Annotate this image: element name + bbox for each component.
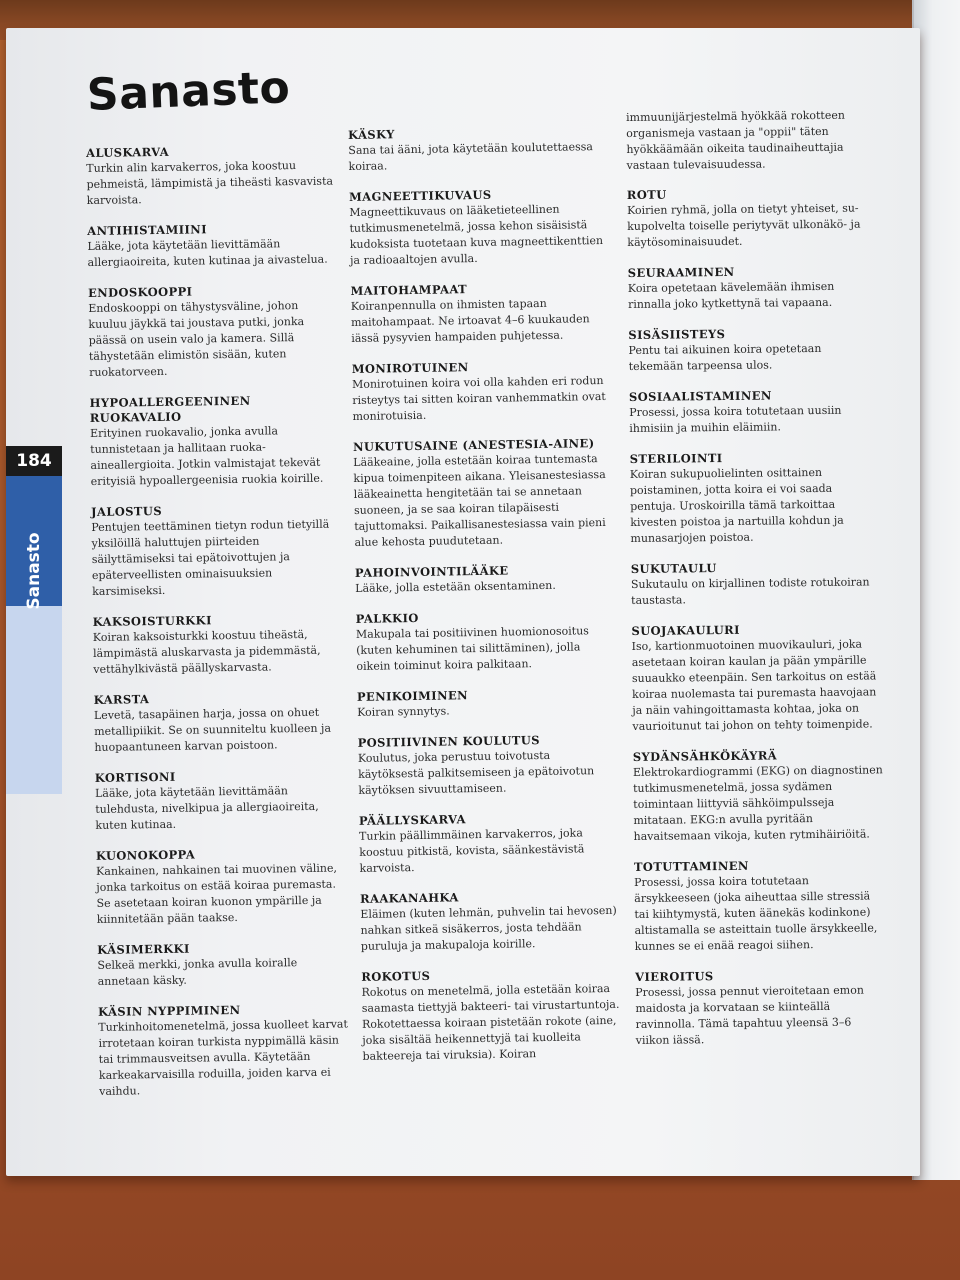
glossary-definition: Turkin alin karvakerros, joka koostuu pehmeistä, lämpimistä ja tiheästi kasvavista karvoista. <box>86 159 334 207</box>
glossary-definition: Koiran kaksoisturkki koostuu tiheästä, lämpimästä aluskarvasta ja pidemmästä, vettähylkivästä päällyskarvasta. <box>92 627 321 676</box>
glossary-definition: Kankainen, nahkainen tai muovinen väline, jonka tarkoitus on estää koiraa puremasta. Se asetetaan koiran kuonon ympärille ja kiinnitetään pään taakse. <box>96 861 338 926</box>
glossary-entry <box>89 392 340 489</box>
glossary-term: SYDÄNSÄHKÖKÄYRÄ <box>632 748 778 764</box>
glossary-definition: Rokotus on menetelmä, jolla estetään koiraa saamasta tiettyjä bakteeri- tai virustartuntoja. Rokotettaessa koiraan pistetään rokote (aine, joka sisältää heikennettyjä tai kuolleita bakteereja tai viruksia). Koiran <box>361 981 620 1063</box>
glossary-entry <box>628 325 878 375</box>
glossary-definition: Lääke, jota käytetään lievittämään allergiaoireita, kuten kutinaa ja aivastelua. <box>87 237 328 269</box>
glossary-term: ENDOSKOOPPI <box>87 284 193 300</box>
glossary-definition: Prosessi, jossa koira totutetaan ärsykkeeseen (joka aiheuttaa sille stressiä tai kiihtymystä, kuten äänekäs kodinkone) altistamalla se asteittain tuolle ärsykkeelle, kunnes se ei enää reagoi siihen. <box>634 874 878 953</box>
glossary-term: JALOSTUS <box>91 503 163 519</box>
glossary-entry <box>631 559 881 609</box>
glossary-entry <box>633 747 884 845</box>
glossary-definition: Elektrokardiogrammi (EKG) on diagnostinen tutkimusmenetelmä, jossa sydämen toimintaan liittyviä sähköimpulsseja mitataan. EKG:n avulla pyritään havaitsemaan vikoja, kuten rytmihäiriöitä. <box>632 763 883 843</box>
glossary-entry <box>86 143 337 209</box>
page-number: 184 <box>6 446 62 476</box>
glossary-entry <box>355 562 615 597</box>
glossary-term: RAAKANAHKA <box>360 890 459 906</box>
glossary-entry <box>348 124 609 175</box>
glossary-entry <box>352 358 613 425</box>
glossary-term: PAHOINVOINTILÄÄKE <box>354 563 509 580</box>
glossary-entry <box>353 436 615 551</box>
glossary-entry <box>361 966 622 1065</box>
glossary-term: MAGNEETTIKUVAUS <box>348 187 492 204</box>
glossary-term: SUOJAKAULURI <box>631 622 740 638</box>
glossary-term: KÄSIN NYPPIMINEN <box>97 1002 241 1019</box>
glossary-definition: Monirotuinen koira voi olla kahden eri rodun risteytys tai sitten koiran vanhemmatkin ovat monirotuisia. <box>351 374 606 423</box>
glossary-term: KORTISONI <box>94 769 176 785</box>
glossary-definition: Prosessi, jossa koira totutetaan uusiin ihmisiin ja muihin eläimiin. <box>629 403 842 435</box>
glossary-definition: Makupala tai positiivinen huomionosoitus (kuten kehuminen tai silittäminen), jolla oikein toiminut koira palkitaan. <box>355 624 589 673</box>
glossary-entry <box>97 939 348 989</box>
glossary-term: KÄSKY <box>348 127 395 142</box>
glossary-entry <box>635 967 886 1049</box>
glossary-term: VIEROITUS <box>635 969 714 984</box>
glossary-term: KUONOKOPPA <box>95 847 196 863</box>
glossary-definition: Turkin päällimmäinen karvakerros, joka koostuu pitkistä, kovista, säänkestävistä karvoista. <box>359 826 585 875</box>
glossary-definition: Koiran sukupuolielinten osittainen poistaminen, jotta koira ei voi saada pentuja. Uroskoirilla tämä tarkoittaa kivesten poistoa ja nartuilla kohdun ja munasarjojen poistoa. <box>629 465 844 545</box>
glossary-entry <box>87 221 338 271</box>
glossary-definition: Lääke, jolla estetään oksentaminen. <box>355 578 556 595</box>
glossary-definition: Iso, kartionmuotoinen muovikauluri, joka asetetaan koiran kaulan ja pään ympärille suuaukko eteenpäin. Sen tarkoitus on estää koiraa nuolemasta tai puremasta haavojaan ja näin vahingoittamasta kohtaa, joka on vaurioitunut tai johon on tehty toimenpide. <box>631 637 877 733</box>
glossary-definition: Sana tai ääni, jota käytetään koulutettaessa koiraa. <box>348 140 594 173</box>
page-tab <box>6 446 62 794</box>
glossary-entry <box>630 449 881 547</box>
glossary-entry <box>94 689 345 755</box>
glossary-definition: Magneettikuvaus on lääketieteellinen tutkimusmenetelmä, jossa kehon sisäisistä kudoksista tuotetaan kuva magneettikenttien ja radioaaltojen avulla. <box>349 202 604 267</box>
glossary-term: SUKUTAULU <box>630 561 717 576</box>
glossary-term: SEURAAMINEN <box>627 264 735 280</box>
glossary-term: POSITIIVINEN KOULUTUS <box>357 733 541 750</box>
glossary-definition: Pentujen teettäminen tietyn rodun tietyillä yksilöillä haluttujen piirteiden säilyttämiseksi tai epätoivottujen ja epäterveellisten ominaisuuksien karsimiseksi. <box>91 517 330 598</box>
glossary-column-3 <box>626 107 886 1064</box>
glossary-entry <box>358 732 619 799</box>
glossary-definition: Eläimen (kuten lehmän, puhvelin tai hevosen) nahkan sitkeä sisäkerros, josta tehdään puruluja ja makupaloja koirille. <box>360 903 617 953</box>
glossary-definition: Selkeä merkki, jonka avulla koiralle annetaan käsky. <box>97 956 298 988</box>
glossary-term: PALKKIO <box>355 610 419 626</box>
glossary-entry <box>628 263 878 313</box>
glossary-entry <box>359 810 620 877</box>
glossary-definition: Prosessi, jossa pennut vieroitetaan emon maidosta ja korvataan se kiinteällä ravinnolla. Tämä tapahtuu yleensä 3–6 viikon iässä. <box>635 983 864 1047</box>
glossary-definition: Koira opetetaan kävelemään ihmisen rinnalla joko kytkettynä tai vapaana. <box>627 279 835 311</box>
glossary-entry <box>95 767 346 833</box>
glossary-entry <box>91 501 342 599</box>
glossary-term: MAITOHAMPAAT <box>350 282 468 298</box>
glossary-column-1 <box>86 143 350 1115</box>
glossary-entry <box>627 185 878 251</box>
glossary-term: SOSIAALISTAMINEN <box>628 388 772 404</box>
glossary-definition: Lääkeaine, jolla estetään koiraa tuntemasta kipua toimenpiteen aikana. Yleisanestesiassa lääkeainetta hengitetään tai se annetaan suoneen, ja se saa koiran tilapäisesti tajuttomaksi. Paikallisanestesiassa vain pieni alue kehosta puudutetaan. <box>353 452 606 549</box>
glossary-definition: Koiranpennulla on ihmisten tapaan maitohampaat. Ne irtoavat 4–6 kuukauden iässä pysyvien hampaiden puhjetessa. <box>350 296 590 345</box>
glossary-term: ROKOTUS <box>361 968 431 984</box>
glossary-definition: Koulutus, joka perustuu toivotusta käytöksestä palkitsemiseen ja epätoivotun käytöksen sivuuttamiseen. <box>357 748 595 797</box>
glossary-definition: Levetä, tasapäinen harja, jossa on ohuet metallipiikit. Se on suunniteltu kuolleen ja huopaantuneen karvan poistoon. <box>93 705 332 754</box>
page-title: Sanasto <box>86 62 292 121</box>
glossary-term: STERILOINTI <box>629 451 723 466</box>
glossary-term: MONIROTUINEN <box>351 360 469 376</box>
glossary-term: KAKSOISTURKKI <box>92 613 212 629</box>
glossary-entry <box>88 282 339 380</box>
glossary-definition: Lääke, jota käytetään lievittämään tulehdusta, nivelkipua ja allergiaoireita, kuten kutinaa. <box>94 784 319 832</box>
glossary-definition: Pentu tai aikuinen koira opetetaan tekemään tarpeensa ulos. <box>628 341 822 373</box>
glossary-entry <box>356 608 617 675</box>
glossary-definition: Turkinhoitomenetelmä, jossa kuolleet karvat irrotetaan koiran turkista nyppimällä käsin tai trimmausveitsen avulla. Käytetään karkeakarvaisilla roduilla, joiden karva ei vaihdu. <box>98 1017 348 1098</box>
glossary-entry <box>350 280 611 347</box>
glossary-entry <box>98 1001 349 1099</box>
glossary-term: KARSTA <box>93 692 150 707</box>
glossary-term: TOTUTTAMINEN <box>633 858 749 874</box>
glossary-term: KÄSIMERKKI <box>97 941 190 957</box>
glossary-definition: Erityinen ruokavalio, jonka avulla tunnistetaan ja hallitaan ruoka-aineallergioita. Jotkin valmistajat tekevät erityisiä hypoallergeenisia ruokia koirille. <box>89 424 324 488</box>
glossary-term: ALUSKARVA <box>86 144 170 160</box>
glossary-entry <box>634 857 885 955</box>
glossary-definition: Sukutaulu on kirjallinen todiste rotukoiran taustasta. <box>630 575 870 607</box>
glossary-entry <box>349 186 610 269</box>
section-tab-band <box>6 476 62 610</box>
continued-definition: immuunijärjestelmä hyökkää rokotteen organismeja vastaan ja "oppii" täten hyökkäämään oikeita taudinaiheuttajia vastaan tulevaisuudessa. <box>626 108 845 172</box>
glossary-entry <box>96 845 347 927</box>
glossary-entry <box>360 888 621 955</box>
glossary-term: ROTU <box>626 187 667 202</box>
glossary-entry <box>93 611 344 677</box>
glossary-term: NUKUTUSAINE (ANESTESIA-AINE) <box>352 436 595 454</box>
glossary-definition: Koiran synnytys. <box>357 704 450 719</box>
glossary-definition: Endoskooppi on tähystysväline, johon kuuluu jäykkä tai joustava putki, jonka päässä on usein valo ja kamera. Sillä tähystetään elimistön sisään, kuten ruokatorveen. <box>88 299 305 379</box>
glossary-definition: Koirien ryhmä, jolla on tietyt yhteiset, su-kupolvelta toiselle periytyvät ulkonäkö- ja käytösominaisuudet. <box>626 201 861 249</box>
glossary-column-2 <box>348 124 623 1080</box>
glossary-term: PÄÄLLYSKARVA <box>358 812 466 828</box>
glossary-term: PENIKOIMINEN <box>356 688 469 704</box>
glossary-term: HYPOALLERGEENINEN RUOKAVALIO <box>89 393 251 425</box>
glossary-term: SISÄSIISTEYS <box>628 326 726 342</box>
section-tab-label: Sanasto <box>24 532 44 610</box>
book-page <box>6 28 920 1176</box>
glossary-term: ANTIHISTAMIINI <box>87 222 208 238</box>
glossary-entry <box>629 387 879 437</box>
glossary-entry <box>631 621 882 735</box>
glossary-entry <box>357 686 617 721</box>
